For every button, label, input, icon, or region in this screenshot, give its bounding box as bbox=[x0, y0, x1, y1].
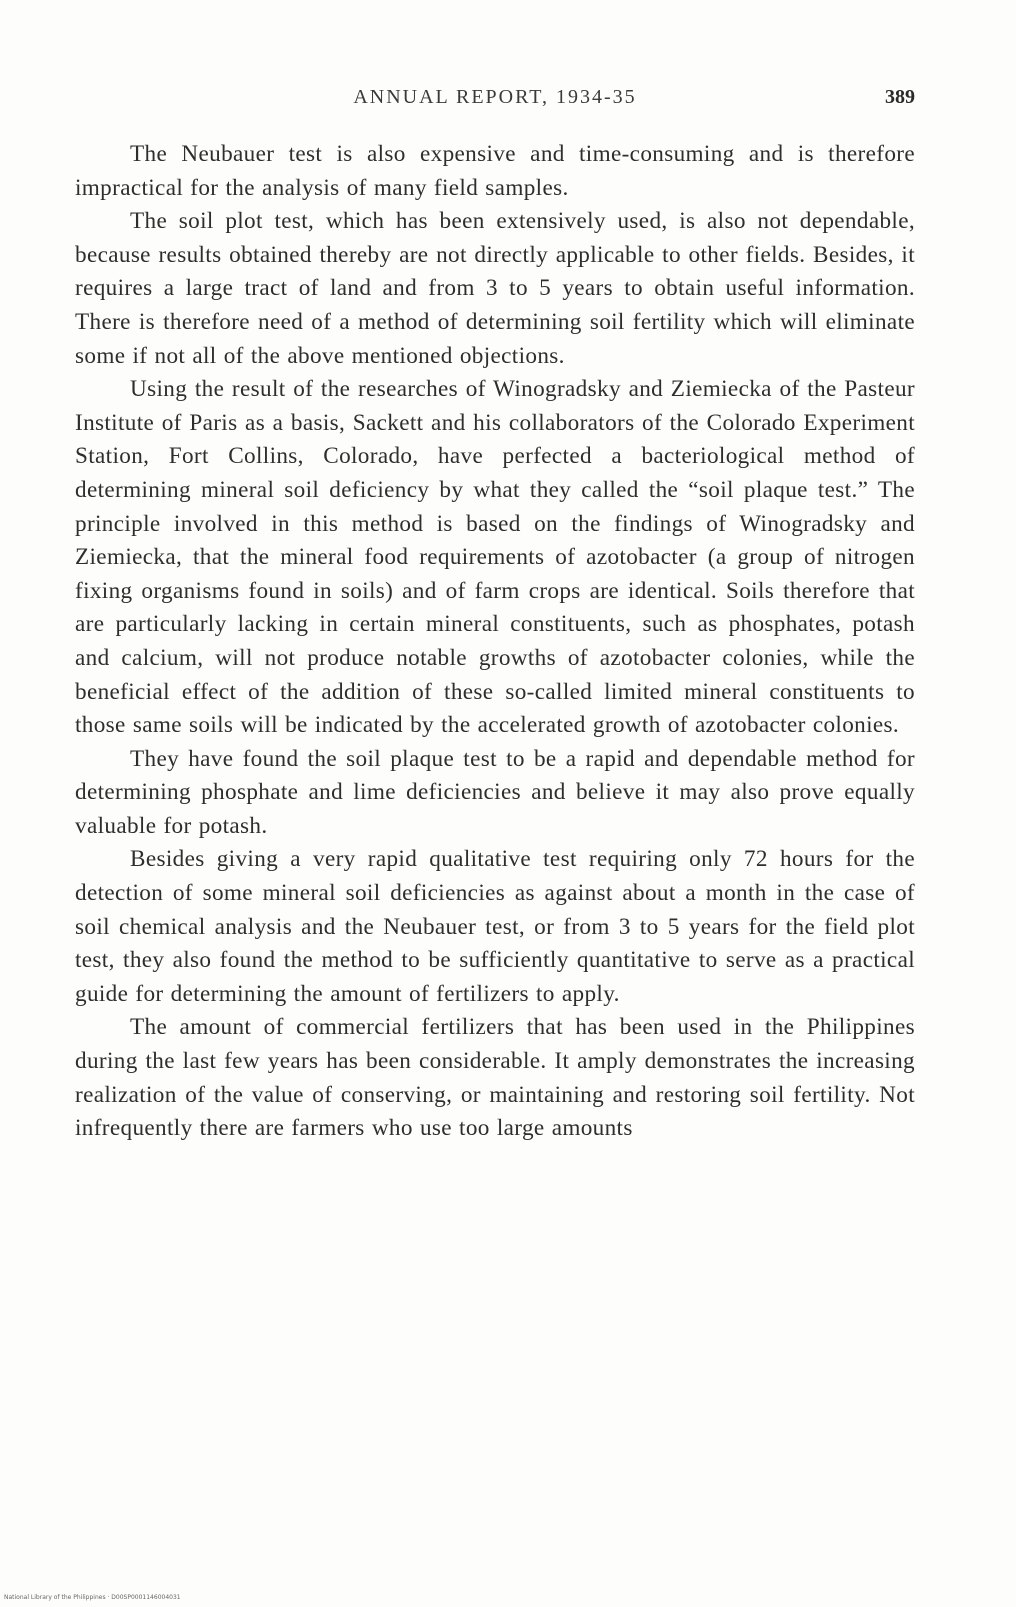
running-title: ANNUAL REPORT, 1934-35 bbox=[353, 86, 637, 108]
page-header bbox=[75, 86, 915, 116]
library-stamp: National Library of the Philippines · D00SP0001146004031 bbox=[4, 1594, 181, 1601]
paragraph-qualitative-test: Besides giving a very rapid qualitative test requiring only 72 hours for the detection of some mineral soil deficiencies as against about a month in the case of soil chemical analysis and the Neubauer test, or from 3 to 5 years for the field plot test, they also found the method to be sufficiently quantitative to serve as a practical guide for determining the amount of fertilizers to apply. bbox=[75, 846, 915, 1007]
paragraph-neubauer-test: The Neubauer test is also expensive and time-consuming and is therefore impractical for the analysis of many field samples. bbox=[75, 141, 915, 201]
paragraph-commercial-fertilizers: The amount of commercial fertilizers that has been used in the Philippines during the last few years has been considerable. It amply demonstrates the increasing realization of the value of conserving, or maintaining and restoring soil fertility. Not infrequently there are farmers who use too large amounts bbox=[75, 1014, 915, 1142]
page-number: 389 bbox=[885, 86, 915, 108]
paragraph-rapid-method: They have found the soil plaque test to be a rapid and dependable method for determining phosphate and lime deficiencies and believe it may also prove equally valuable for potash. bbox=[75, 745, 915, 839]
body-text bbox=[75, 138, 915, 1146]
paragraph-soil-plaque-test: Using the result of the researches of Winogradsky and Ziemiecka of the Pasteur Institute of Paris as a basis, Sackett and his collaborators of the Colorado Experiment Station, Fort Collins, Colorado, have perfected a bacteriological method of determining mineral soil deficiency by what they called the “soil plaque test.” The principle involved in this method is based on the findings of Winogradsky and Ziemiecka, that the mineral food requirements of azotobacter (a group of nitrogen fixing organisms found in soils) and of farm crops are identical. Soils therefore that are particularly lacking in certain mineral constituents, such as phosphates, potash and calcium, will not produce notable growths of azotobacter colonies, while the beneficial effect of the addition of these so-called limited mineral constituents to those same soils will be indicated by the accelerated growth of azotobacter colonies. bbox=[75, 376, 915, 739]
paragraph-soil-plot-test: The soil plot test, which has been extensively used, is also not dependable, because results obtained thereby are not directly applicable to other fields. Besides, it requires a large tract of land and from 3 to 5 years to obtain useful information. There is therefore need of a method of determining soil fertility which will eliminate some if not all of the above mentioned objections. bbox=[75, 208, 915, 369]
